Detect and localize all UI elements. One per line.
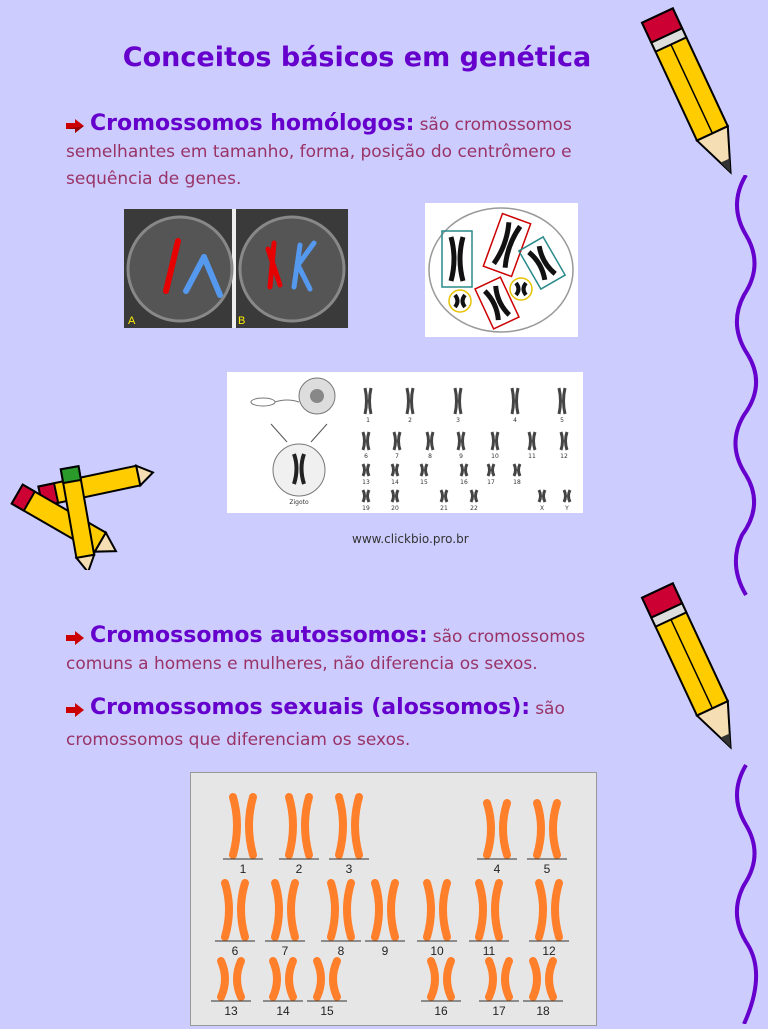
chromosome-mark <box>363 490 369 502</box>
chromosome-pair <box>375 883 395 937</box>
chromosome-number: 18 <box>536 1004 550 1018</box>
chromosome-number: 16 <box>434 1004 448 1018</box>
section-autossomos <box>66 622 666 678</box>
chromosome-mark <box>455 388 461 414</box>
photo-label-b: B <box>238 315 246 327</box>
chromosome-number: 3 <box>345 862 353 876</box>
section-text: são cromossomos <box>419 115 572 135</box>
chromosome-number: 7 <box>395 453 399 460</box>
chromosome-pair <box>479 883 499 937</box>
section-text: são <box>535 699 565 719</box>
chromosome-number: 16 <box>460 479 468 486</box>
chromosome-mark <box>492 432 498 450</box>
chromosome-number: 9 <box>381 944 389 958</box>
chromosome-number: 4 <box>513 417 517 424</box>
chromosome-number: 2 <box>408 417 412 424</box>
chromosome-number: 11 <box>528 453 536 460</box>
chromosome-number: 11 <box>482 944 496 958</box>
chromosome-mark <box>512 388 518 414</box>
section-text: sequência de genes. <box>66 169 242 189</box>
chromosome-mark <box>529 432 535 450</box>
chromosome-number: X <box>539 505 545 512</box>
section-heading: Cromossomos sexuais (alossomos): <box>90 695 531 720</box>
zygote-label: Zigoto <box>289 499 309 506</box>
chromosome-mark <box>407 388 413 414</box>
page-title: Conceitos básicos em genética <box>122 42 592 73</box>
chromosome-number: 8 <box>428 453 432 460</box>
cell-chromosome-diagram <box>425 203 578 337</box>
chromosome-number: 17 <box>487 479 495 486</box>
bullet-arrow-icon <box>66 119 84 133</box>
chromosome-number: 14 <box>391 479 399 486</box>
chromosome-mark <box>458 432 464 450</box>
chromosome-mark <box>488 464 494 476</box>
chromosome-number: 19 <box>362 505 370 512</box>
chromosome-pair <box>331 883 351 937</box>
chromosome-mark <box>561 432 567 450</box>
chromosome-mark <box>365 388 371 414</box>
chromosome-number: 6 <box>364 453 368 460</box>
chromosome-number: 14 <box>276 1004 290 1018</box>
chromosome-pair <box>233 797 253 855</box>
chromosome-pair <box>489 961 509 997</box>
section-alossomos <box>66 694 666 754</box>
section-homologos <box>66 110 666 193</box>
section-heading: Cromossomos autossomos: <box>90 623 428 648</box>
chromosome-mark <box>392 464 398 476</box>
bullet-arrow-icon <box>66 631 84 645</box>
chromosome-number: 22 <box>470 505 478 512</box>
chromosome-mark <box>427 432 433 450</box>
chromosome-mark <box>514 464 520 476</box>
chromosome-pair <box>427 883 447 937</box>
chromosome-mark <box>363 432 369 450</box>
chromosome-pair <box>221 961 241 997</box>
chromosome-mark <box>441 490 447 502</box>
chromosome-number: 1 <box>239 862 247 876</box>
karyotype-small-figure <box>227 372 583 513</box>
chromosome-pair <box>273 961 293 997</box>
pencil-icon <box>640 0 760 190</box>
chromosome-number: 18 <box>513 479 521 486</box>
chromosome-number: 12 <box>560 453 568 460</box>
homologous-chromosome-photo <box>124 209 348 328</box>
chromosome-pair <box>225 883 245 937</box>
chromosome-pair <box>289 797 309 855</box>
credit-link[interactable]: www.clickbio.pro.br <box>352 532 469 546</box>
chromosome-mark <box>461 464 467 476</box>
section-text: são cromossomos <box>432 627 586 647</box>
chromosome-number: 21 <box>440 505 448 512</box>
chromosome-number: 12 <box>542 944 556 958</box>
chromosome-pair <box>539 883 559 937</box>
chromosome-number: 13 <box>362 479 370 486</box>
chromosome-number: 4 <box>493 862 501 876</box>
chromosome-number: 9 <box>459 453 463 460</box>
chromosome-number: 15 <box>320 1004 334 1018</box>
bullet-arrow-icon <box>66 703 84 717</box>
chromosome-pair <box>533 961 553 997</box>
chromosome-pair <box>487 803 507 855</box>
chromosome-number: 20 <box>391 505 399 512</box>
chromosome-mark <box>392 490 398 502</box>
section-heading: Cromossomos homólogos: <box>90 111 415 136</box>
chromosome-number: 2 <box>295 862 303 876</box>
chromosome-mark <box>564 490 570 502</box>
chromosome-number: 13 <box>224 1004 238 1018</box>
chromosome-mark <box>559 388 565 414</box>
chromosome-pair <box>537 803 557 855</box>
section-text: comuns a homens e mulheres, não diferencia os sexos. <box>66 654 538 674</box>
chromosome-mark <box>471 490 477 502</box>
chromosome-mark <box>539 490 545 502</box>
chromosome-number: 3 <box>456 417 460 424</box>
chromosome-pair <box>339 797 359 855</box>
section-text: cromossomos que diferenciam os sexos. <box>66 730 411 750</box>
chromosome-number: 5 <box>560 417 564 424</box>
chromosome-number: Y <box>565 505 569 512</box>
chromosome-number: 10 <box>491 453 499 460</box>
chromosome-number: 10 <box>430 944 444 958</box>
chromosome-mark <box>421 464 427 476</box>
karyotype-large-figure <box>190 772 597 1026</box>
chromosome-number: 7 <box>281 944 289 958</box>
chromosome-pair <box>317 961 337 997</box>
chromosome-number: 15 <box>420 479 428 486</box>
chromosome-number: 6 <box>231 944 239 958</box>
chromosome-pair <box>275 883 295 937</box>
photo-label-a: A <box>128 315 136 327</box>
crossed-pencils-icon <box>0 460 155 570</box>
chromosome-mark <box>394 432 400 450</box>
chromosome-number: 1 <box>366 417 370 424</box>
section-text: semelhantes em tamanho, forma, posição do centrômero e <box>66 142 572 162</box>
chromosome-mark <box>363 464 369 476</box>
chromosome-number: 8 <box>337 944 345 958</box>
chromosome-pair <box>431 961 451 997</box>
chromosome-number: 5 <box>543 862 551 876</box>
chromosome-number: 17 <box>492 1004 506 1018</box>
